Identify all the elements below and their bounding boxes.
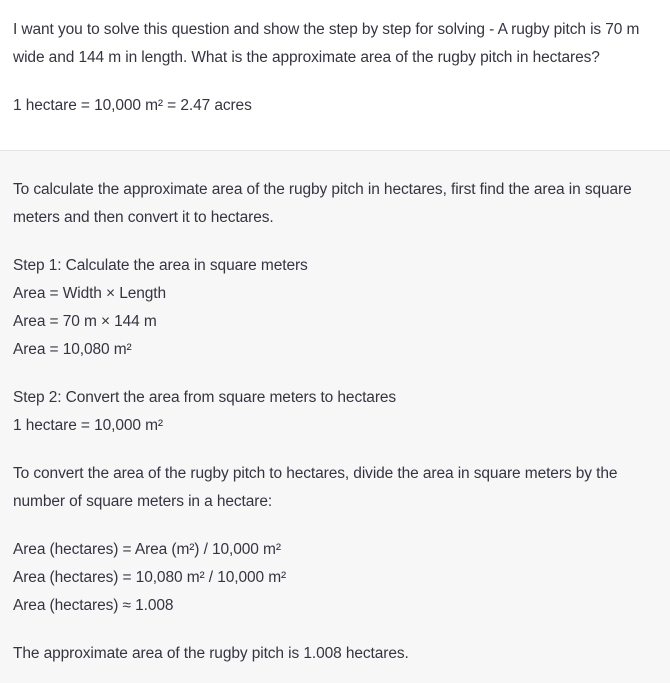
step2-heading: Step 2: Convert the area from square meters to hectares bbox=[13, 389, 397, 406]
formula-line: Area (hectares) ≈ 1.008 bbox=[13, 597, 174, 614]
step1-line: Area = 10,080 m² bbox=[13, 341, 132, 358]
user-message bbox=[0, 0, 670, 151]
user-note: 1 hectare = 10,000 m² = 2.47 acres bbox=[13, 97, 252, 114]
formula-line: Area (hectares) = 10,080 m² / 10,000 m² bbox=[13, 569, 287, 586]
assistant-intro: To calculate the approximate area of the rugby pitch in hectares, first find the area in square meters and then convert it to hectares. bbox=[13, 181, 632, 226]
conclusion: The approximate area of the rugby pitch is 1.008 hectares. bbox=[13, 645, 409, 662]
assistant-message bbox=[0, 151, 670, 683]
user-question: I want you to solve this question and show the step by step for solving - A rugby pitch is 70 m wide and 144 m in length. What is the approximate area of the rugby pitch in hectares? bbox=[13, 21, 640, 66]
formula-line: Area (hectares) = Area (m²) / 10,000 m² bbox=[13, 541, 281, 558]
step1-line: Area = 70 m × 144 m bbox=[13, 313, 157, 330]
convert-text: To convert the area of the rugby pitch to hectares, divide the area in square meters by the number of square meters in a hectare: bbox=[13, 465, 618, 510]
step1-line: Area = Width × Length bbox=[13, 285, 166, 302]
step1-heading: Step 1: Calculate the area in square meters bbox=[13, 257, 308, 274]
step2-line: 1 hectare = 10,000 m² bbox=[13, 417, 163, 434]
